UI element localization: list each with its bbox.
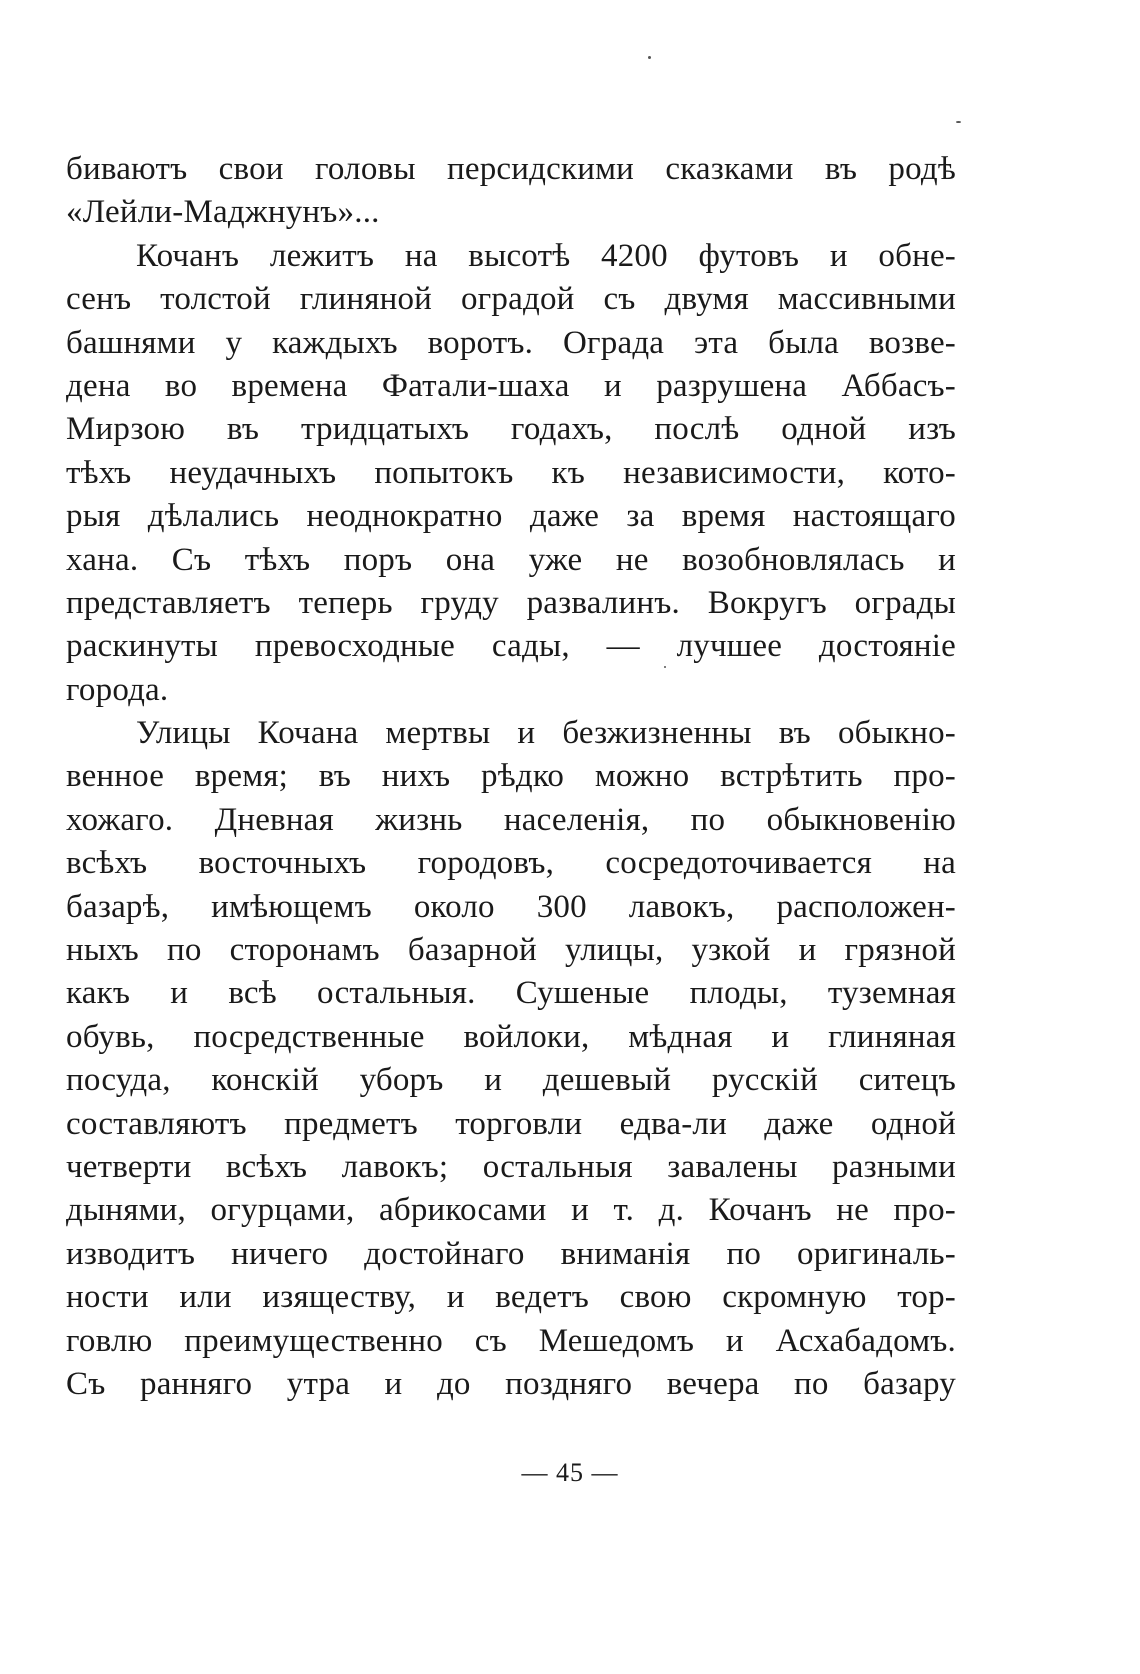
text-line: обувь, посредственные войлоки, мѣдная и глиняная <box>66 1018 956 1055</box>
page-number: — 45 — <box>521 1458 619 1487</box>
text-line: Съ ранняго утра и до поздняго вечера по базару <box>66 1365 956 1402</box>
paragraph <box>66 235 956 712</box>
text-line: всѣхъ восточныхъ городовъ, сосредоточивается на <box>66 845 956 882</box>
text-line: рыя дѣлались неоднократно даже за время настоящаго <box>66 498 956 535</box>
text-line: Улицы Кочана мертвы и безжизненны въ обыкно- <box>136 715 956 752</box>
text-line: посуда, конскiй уборъ и дешевый русскiй ситецъ <box>66 1062 956 1099</box>
paragraph <box>66 712 956 1406</box>
text-line: Мирзою въ тридцатыхъ годахъ, послѣ одной изъ <box>66 411 956 448</box>
print-speck <box>956 121 961 123</box>
text-line: дена во времена Фатали-шаха и разрушена Аббасъ- <box>66 367 956 404</box>
text-line: четверти всѣхъ лавокъ; остальныя завалены разными <box>66 1148 956 1185</box>
text-line: башнями у каждыхъ воротъ. Ограда эта была возве- <box>66 324 956 361</box>
text-line: представляетъ теперь груду развалинъ. Вокругъ ограды <box>66 584 956 621</box>
text-line: тѣхъ неудачныхъ попытокъ къ независимости, кото- <box>66 454 956 491</box>
body-text <box>66 148 956 1406</box>
text-line: ности или изяществу, и ведетъ свою скромную тор- <box>66 1279 956 1316</box>
text-line: Кочанъ лежитъ на высотѣ 4200 футовъ и обне- <box>136 237 956 274</box>
text-line: хана. Съ тѣхъ поръ она уже не возобновлялась и <box>66 541 956 578</box>
paragraph <box>66 148 956 235</box>
text-line: ныхъ по сторонамъ базарной улицы, узкой и грязной <box>66 932 956 969</box>
text-line: говлю преимущественно съ Мешедомъ и Асхабадомъ. <box>66 1322 956 1359</box>
text-line: хожаго. Дневная жизнь населенiя, по обыкновенiю <box>66 801 956 838</box>
text-line: какъ и всѣ остальныя. Сушеные плоды, туземная <box>66 975 956 1012</box>
text-line: базарѣ, имѣющемъ около 300 лавокъ, расположен- <box>66 888 956 925</box>
print-speck <box>648 56 651 59</box>
text-line: раскинуты превосходные сады, — лучшее достоянiе <box>66 628 956 665</box>
text-line: города. <box>66 671 169 708</box>
text-line: составляютъ предметъ торговли едва-ли даже одной <box>66 1105 956 1142</box>
text-line: сенъ толстой глиняной оградой съ двумя массивными <box>66 281 956 318</box>
text-line: биваютъ свои головы персидскими сказками въ родѣ <box>66 151 956 187</box>
text-line: изводитъ ничего достойнаго вниманiя по оригиналь- <box>66 1235 956 1272</box>
text-line: «Лейли-Маджнунъ»... <box>66 194 380 231</box>
text-line: венное время; въ нихъ рѣдко можно встрѣтить про- <box>66 758 956 795</box>
text-line: дынями, огурцами, абрикосами и т. д. Кочанъ не про- <box>66 1192 956 1229</box>
